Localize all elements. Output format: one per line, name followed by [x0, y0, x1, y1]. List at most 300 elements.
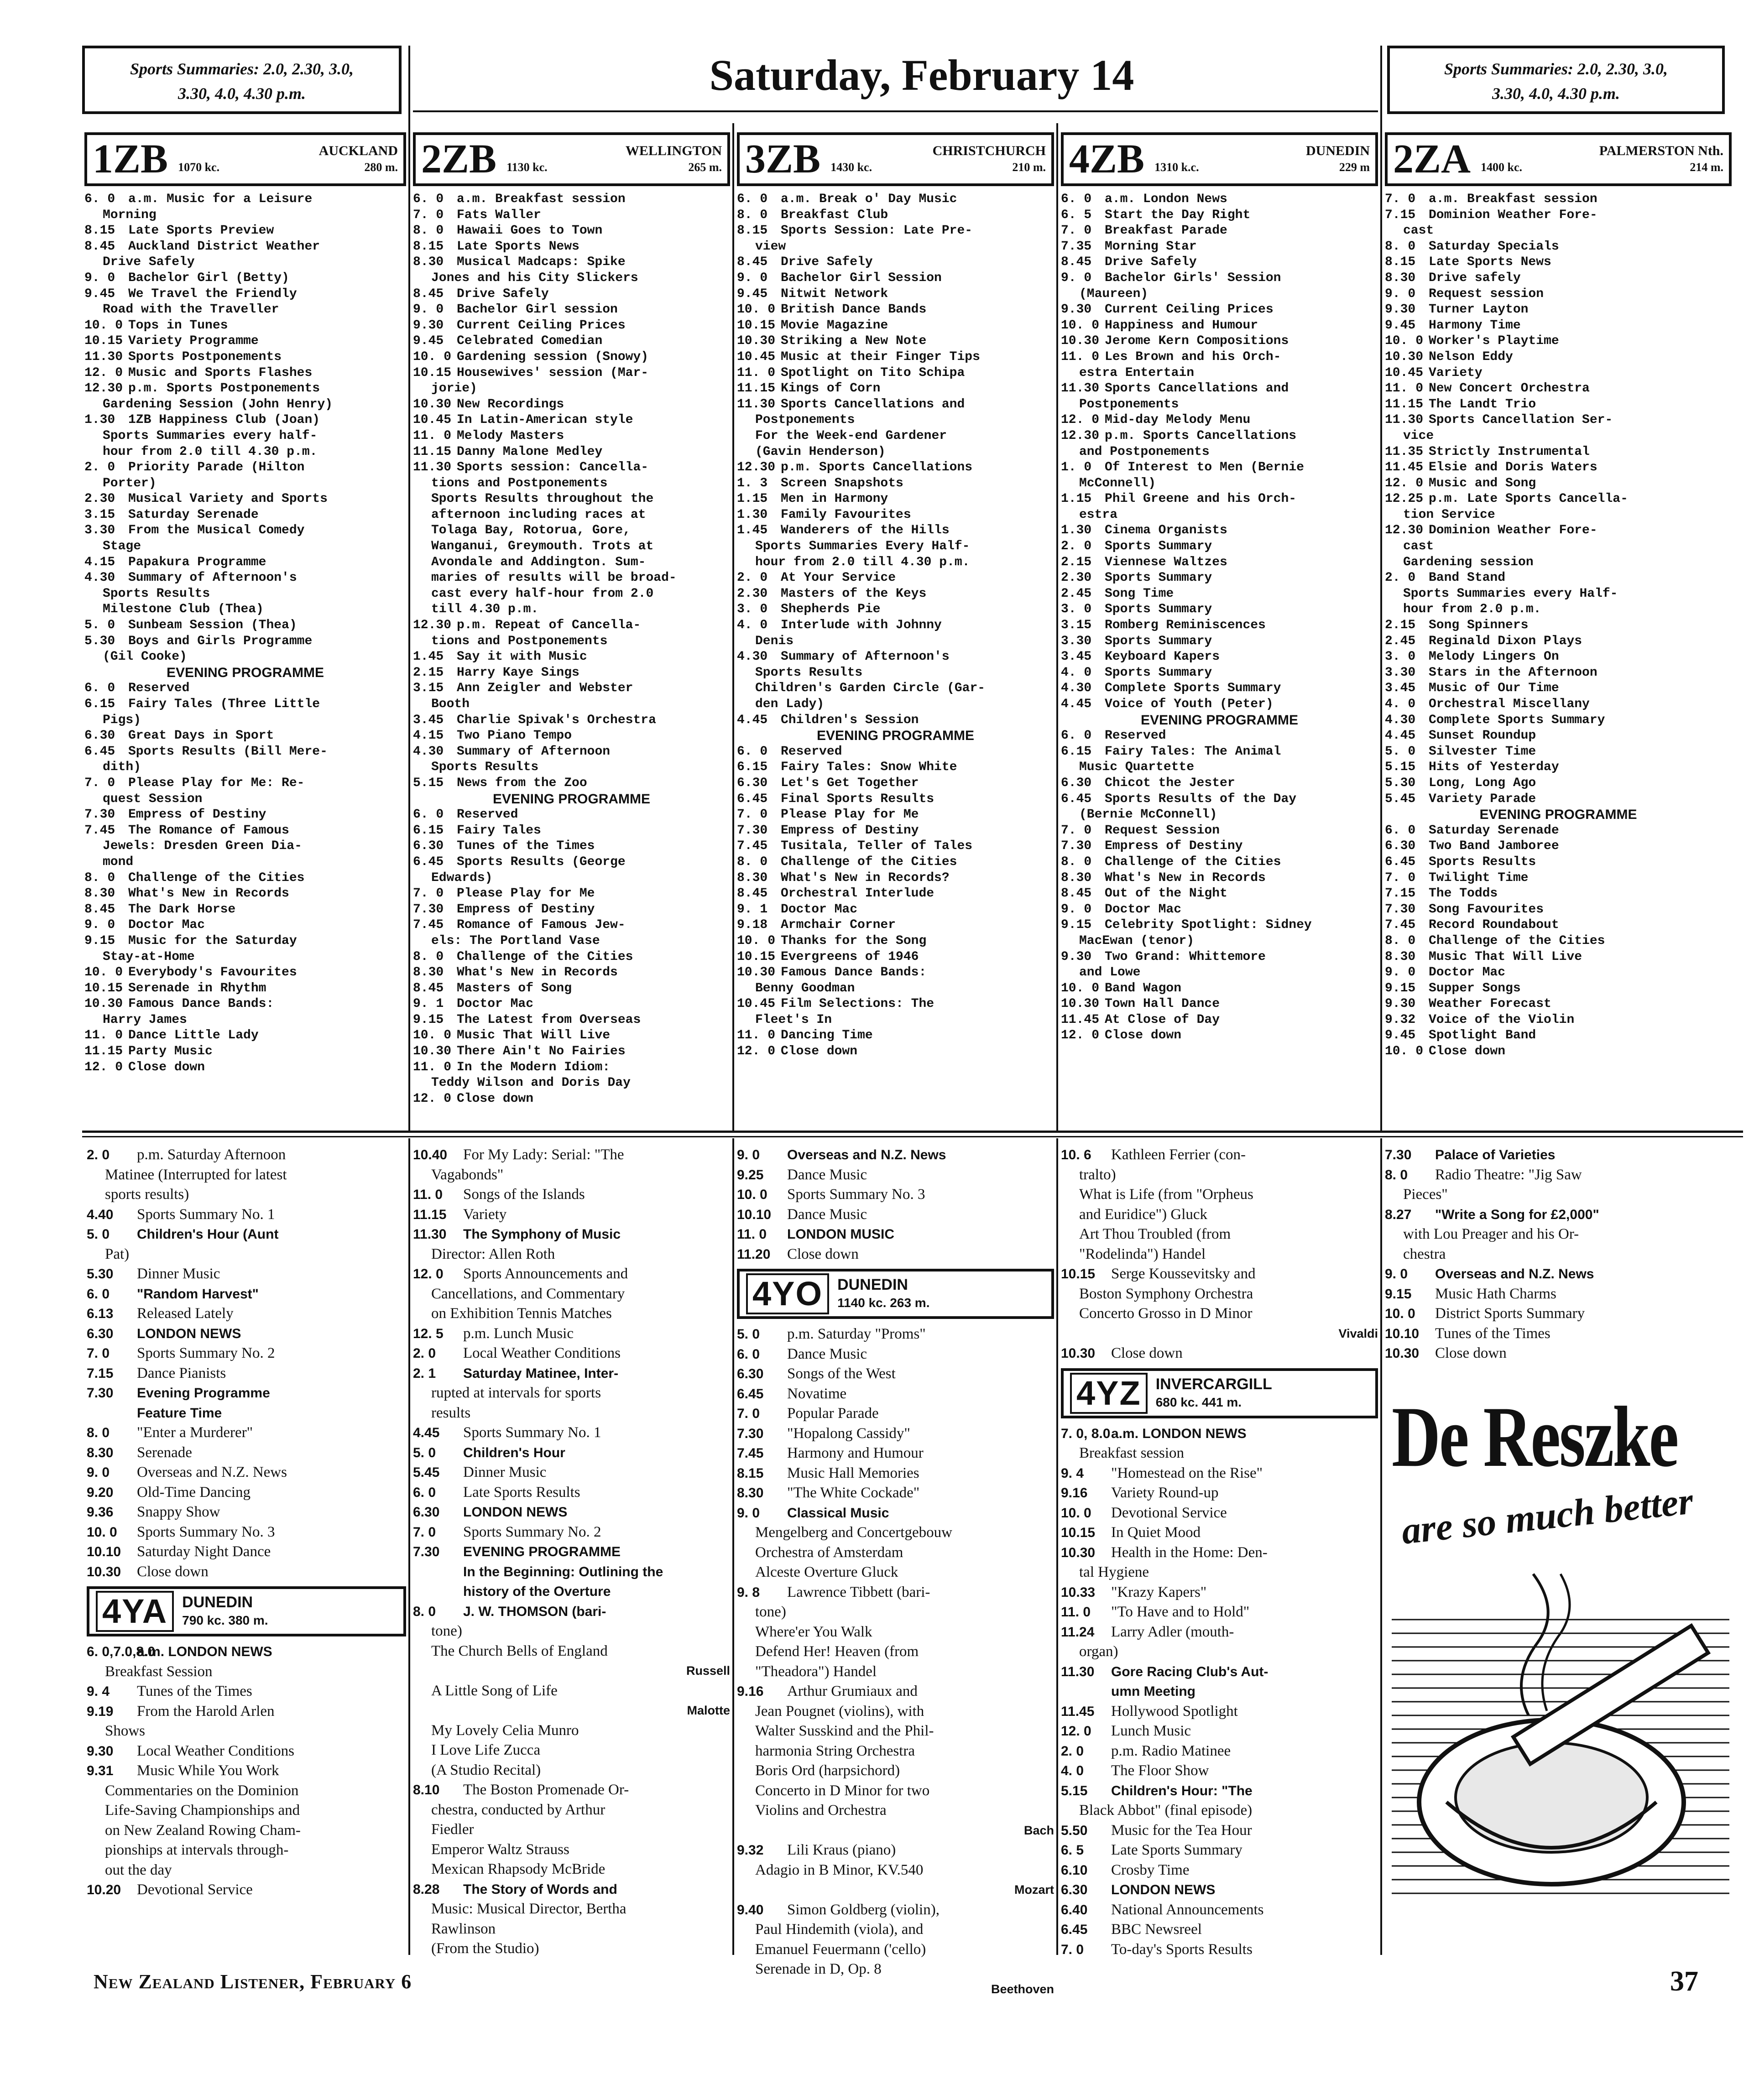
- programme-time: 8.30: [413, 965, 444, 980]
- programme-entry: [737, 1801, 1054, 1821]
- programme-time: 8. 0: [1385, 239, 1416, 254]
- programme-time: 10.30: [737, 965, 776, 980]
- programme-entry: [84, 287, 406, 302]
- programme-time: 12. 0: [84, 365, 123, 380]
- programme-title: Reginald Dixon Plays: [1429, 634, 1582, 648]
- programme-title: Sports Summary No. 3: [787, 1186, 925, 1203]
- programme-time: 7.30: [1385, 902, 1416, 917]
- programme-title: Fiedler: [431, 1821, 474, 1838]
- programme-entry: [413, 302, 730, 318]
- programme-title: Wanganui, Greymouth. Trots at: [431, 539, 654, 554]
- programme-entry: [1385, 728, 1732, 744]
- programme-entry: [1061, 996, 1378, 1012]
- composer-credit: Vivaldi: [1338, 1326, 1378, 1340]
- programme-entry: [87, 1682, 406, 1702]
- programme-time: 11.15: [1385, 397, 1424, 412]
- programme-time: 8.45: [413, 981, 444, 995]
- programme-entry: [87, 1702, 406, 1722]
- programme-entry: [1061, 917, 1378, 933]
- programme-title: mond: [103, 855, 134, 869]
- programme-time: 2.15: [413, 665, 444, 680]
- programme-entry: [1385, 1284, 1732, 1304]
- programme-title: Complete Sports Summary: [1429, 713, 1605, 727]
- programme-entry: [413, 965, 730, 981]
- programme-title: Music Hath Charms: [1435, 1285, 1556, 1302]
- programme-time: 8.15: [84, 224, 115, 238]
- programme-title: Dominion Weather Fore-: [1429, 208, 1597, 222]
- programme-entry: [413, 1443, 730, 1463]
- programme-entry: [1385, 602, 1732, 618]
- programme-time: 4.30: [84, 571, 115, 585]
- programme-entry: [413, 491, 730, 507]
- programme-entry: [737, 1044, 1054, 1060]
- station-city: DUNEDIN: [1305, 143, 1370, 158]
- programme-title: Close down: [1105, 1028, 1182, 1043]
- programme-time: 9.16: [737, 1684, 764, 1699]
- programme-time: 11.20: [737, 1246, 771, 1262]
- programme-title: LONDON MUSIC: [787, 1227, 894, 1242]
- station-call-sign: 1ZB: [93, 136, 168, 182]
- programme-title: Complete Sports Summary: [1105, 681, 1281, 696]
- programme-title: Silvester Time: [1429, 744, 1536, 759]
- programme-time: 4.30: [413, 744, 444, 759]
- programme-entry: [1061, 807, 1378, 823]
- programme-title: with Lou Preager and his Or-: [1403, 1226, 1579, 1242]
- programme-title: Lili Kraus (piano): [787, 1842, 896, 1858]
- programme-title: Doctor Mac: [1105, 902, 1182, 917]
- programme-title: BBC Newsreel: [1111, 1921, 1202, 1938]
- programme-title: Sports Summaries every Half-: [1403, 586, 1618, 601]
- programme-time: 9. 8: [737, 1584, 760, 1600]
- programme-title: a.m. Music for a Leisure: [128, 192, 313, 206]
- programme-title: Dinner Music: [463, 1464, 547, 1480]
- programme-entry: [737, 239, 1054, 255]
- programme-entry: [413, 412, 730, 428]
- programme-entry: [84, 523, 406, 539]
- programme-entry: [413, 1621, 730, 1641]
- programme-title: Danny Malone Medley: [457, 444, 603, 459]
- programme-title: Lawrence Tibbett (bari-: [787, 1584, 930, 1600]
- programme-entry: [1385, 760, 1732, 776]
- page-number: 37: [1670, 1966, 1698, 1997]
- programme-entry: [87, 1761, 406, 1781]
- programme-entry: [1061, 1205, 1378, 1225]
- programme-entry: [1061, 839, 1378, 855]
- programme-entry: [737, 1165, 1054, 1185]
- programme-time: 11.30: [1061, 1664, 1095, 1679]
- programme-title: Music That Will Live: [1429, 949, 1582, 964]
- programme-time: 7.15: [1385, 208, 1416, 222]
- programme-entry: [413, 681, 730, 697]
- programme-time: 12. 0: [1385, 476, 1424, 490]
- programme-title: Close down: [128, 1060, 205, 1074]
- programme-time: 8.45: [737, 886, 768, 901]
- programme-entry: [1385, 397, 1732, 413]
- programme-entry: [84, 1060, 406, 1076]
- programme-time: 11.15: [413, 1207, 447, 1222]
- programme-title: The Church Bells of England: [431, 1642, 608, 1659]
- programme-time: 10.15: [84, 981, 123, 995]
- programme-time: 6.15: [1061, 744, 1092, 759]
- programme-title: The Latest from Overseas: [457, 1012, 641, 1027]
- programme-entry: [1385, 870, 1732, 886]
- programme-time: 11.30: [1061, 381, 1100, 396]
- programme-title: cast: [1403, 539, 1434, 554]
- programme-title: cast every half-hour from 2.0: [431, 586, 654, 601]
- programme-entry: [1385, 318, 1732, 334]
- programme-entry: [87, 1165, 406, 1185]
- programme-time: 5. 0: [1385, 744, 1416, 759]
- programme-entry: [1061, 1185, 1378, 1205]
- station-city: AUCKLAND: [318, 143, 398, 158]
- programme-title: Empress of Destiny: [781, 823, 919, 838]
- programme-title: tions and Postponements: [431, 476, 608, 490]
- programme-entry: [1061, 1642, 1378, 1662]
- de-reszke-advert: [1392, 1391, 1734, 1957]
- programme-entry: [413, 1012, 730, 1028]
- programme-title: (Bernie McConnell): [1079, 808, 1217, 822]
- programme-time: 10. 0: [413, 1028, 452, 1043]
- programme-time: 2. 0: [84, 460, 115, 475]
- programme-time: 7. 0: [413, 208, 444, 222]
- station-call-sign: 4YZ: [1070, 1373, 1148, 1414]
- programme-title: I Love Life Zucca: [431, 1742, 541, 1758]
- programme-title: Sports Results: [1429, 855, 1536, 869]
- programme-title: McConnell): [1079, 476, 1156, 490]
- programme-title: Songs of the Islands: [463, 1186, 585, 1203]
- programme-title: chestra, conducted by Arthur: [431, 1801, 606, 1818]
- programme-title: Jewels: Dresden Green Dia-: [103, 839, 302, 854]
- programme-title: Tunes of the Times: [1435, 1325, 1550, 1342]
- programme-time: 11. 0: [1385, 381, 1424, 396]
- programme-entry: [737, 1324, 1054, 1344]
- programme-entry: [1061, 1503, 1378, 1523]
- programme-title: Serge Koussevitsky and: [1111, 1266, 1256, 1282]
- programme-title: Radio Theatre: "Jig Saw: [1435, 1166, 1582, 1183]
- programme-entry: [737, 1384, 1054, 1404]
- composer-credit: Russell: [686, 1664, 730, 1678]
- programme-entry: [737, 1503, 1054, 1523]
- programme-entry: [84, 570, 406, 586]
- programme-title: Famous Dance Bands:: [781, 965, 927, 980]
- programme-entry: [1385, 491, 1732, 507]
- programme-entry: [1061, 192, 1378, 208]
- programme-entry: [1385, 792, 1732, 808]
- programme-title: Sports Summary No. 1: [463, 1424, 601, 1441]
- programme-entry: [1061, 681, 1378, 697]
- station-metres: 265 m.: [688, 161, 722, 174]
- programme-title: Emperor Waltz Strauss: [431, 1841, 569, 1858]
- programme-time: 6. 0: [413, 1485, 436, 1500]
- programme-title: Auckland District Weather: [128, 239, 320, 254]
- programme-entry: [1061, 381, 1378, 397]
- programme-entry: [84, 365, 406, 381]
- programme-title: Saturday Serenade: [128, 507, 259, 522]
- programme-entry: [737, 886, 1054, 902]
- programme-title: tal Hygiene: [1079, 1564, 1149, 1580]
- programme-title: tralto): [1079, 1166, 1116, 1183]
- programme-entry: [737, 1702, 1054, 1722]
- programme-time: 3.30: [84, 523, 115, 538]
- programme-time: 2. 0: [87, 1147, 110, 1162]
- programme-entry: [84, 965, 406, 981]
- programme-entry: [737, 1682, 1054, 1702]
- programme-title: Variety: [1429, 365, 1483, 380]
- programme-time: 3. 0: [1061, 602, 1092, 617]
- programme-entry: [1061, 302, 1378, 318]
- programme-title: From the Musical Comedy: [128, 523, 305, 538]
- programme-title: District Sports Summary: [1435, 1305, 1585, 1322]
- programme-title: At Your Service: [781, 571, 896, 585]
- programme-entry: [1061, 855, 1378, 870]
- programme-time: 10.30: [413, 397, 452, 412]
- programme-entry: [737, 902, 1054, 918]
- programme-title: Two Band Jamboree: [1429, 839, 1559, 854]
- programme-title: Sports Summary: [1105, 539, 1212, 554]
- programme-entry: [84, 681, 406, 697]
- programme-title: Saturday Serenade: [1429, 823, 1559, 838]
- programme-entry: [1061, 933, 1378, 949]
- programme-time: 10.15: [737, 949, 776, 964]
- programme-title: Harry Kaye Sings: [457, 665, 579, 680]
- programme-title: "Rodelinda") Handel: [1079, 1245, 1206, 1262]
- programme-time: 5.30: [84, 634, 115, 648]
- programme-entry: [1385, 1205, 1732, 1225]
- programme-title: Sports Cancellation Ser-: [1429, 413, 1613, 427]
- station-info: [830, 143, 1046, 176]
- programme-title: Music for the Saturday: [128, 933, 297, 948]
- programme-entry: [737, 349, 1054, 365]
- programme-time: 2.15: [1385, 618, 1416, 633]
- programme-title: Gore Racing Club's Aut-: [1111, 1664, 1269, 1679]
- programme-entry: [1385, 302, 1732, 318]
- programme-entry: [87, 1781, 406, 1801]
- programme-entry: [413, 713, 730, 729]
- programme-title: Road with the Traveller: [103, 302, 279, 317]
- programme-entry: [413, 1522, 730, 1542]
- programme-entry: [413, 1383, 730, 1403]
- programme-time: 12.30: [737, 460, 776, 475]
- programme-title: Harmony Time: [1429, 318, 1521, 333]
- programme-entry: [413, 1185, 730, 1205]
- programme-entry: [1061, 1245, 1378, 1265]
- programme-entry: [737, 823, 1054, 839]
- programme-title: Sports Announcements and: [463, 1266, 628, 1282]
- programme-time: 5.45: [1385, 792, 1416, 806]
- programme-entry: [1385, 223, 1732, 239]
- programme-time: 8.15: [413, 239, 444, 254]
- programme-title: Sports Summary: [1105, 571, 1212, 585]
- station-frequency: [506, 159, 722, 176]
- programme-title: p.m. Radio Matinee: [1111, 1742, 1231, 1759]
- programme-time: 1.45: [413, 650, 444, 664]
- programme-title: Song Spinners: [1429, 618, 1529, 633]
- programme-time: 10.30: [1061, 1545, 1096, 1560]
- programme-title: Classical Music: [787, 1505, 889, 1521]
- programme-entry: [1061, 1662, 1378, 1682]
- programme-time: 11. 0: [413, 1060, 452, 1074]
- programme-time: 7.30: [413, 1544, 440, 1559]
- programme-entry: [1061, 1443, 1378, 1464]
- programme-entry: [1385, 634, 1732, 650]
- programme-title: Harmony and Humour: [787, 1445, 924, 1461]
- programme-title: National Announcements: [1111, 1901, 1264, 1918]
- programme-entry: [84, 996, 406, 1012]
- programme-entry: [1385, 981, 1732, 997]
- programme-time: 10.45: [737, 997, 776, 1011]
- programme-time: 10.30: [84, 997, 123, 1011]
- station-call-sign: 3ZB: [745, 136, 821, 182]
- programme-entry: [737, 460, 1054, 476]
- programme-time: 1.15: [1061, 492, 1092, 506]
- programme-entry: [737, 1464, 1054, 1484]
- programme-entry: [737, 1563, 1054, 1583]
- programme-time: 9.19: [87, 1704, 114, 1719]
- programme-entry: [737, 981, 1054, 997]
- programme-entry: [737, 1583, 1054, 1603]
- programme-entry: [737, 302, 1054, 318]
- programme-entry: [84, 333, 406, 349]
- programme-time: 11. 0: [84, 1028, 123, 1043]
- programme-entry: [737, 1662, 1054, 1682]
- programme-entry: [1061, 1860, 1378, 1881]
- programme-title: Breakfast Club: [781, 208, 888, 222]
- programme-entry: [1061, 1145, 1378, 1165]
- programme-time: 6.45: [1061, 1922, 1088, 1937]
- programme-time: 10.30: [1061, 997, 1100, 1011]
- programme-time: 6.30: [84, 729, 115, 743]
- programme-time: 10.30: [413, 1044, 452, 1059]
- programme-time: 10. 0: [1061, 981, 1100, 995]
- programme-entry: [413, 1075, 730, 1091]
- programme-time: 9. 0: [84, 918, 115, 933]
- programme-title: Reserved: [781, 744, 842, 759]
- programme-time: 10.30: [1385, 349, 1424, 364]
- programme-title: "The White Cockade": [787, 1485, 920, 1501]
- programme-title: history of the Overture: [463, 1584, 611, 1599]
- programme-entry: [84, 902, 406, 918]
- programme-entry: [737, 1483, 1054, 1503]
- programme-entry: [87, 1423, 406, 1443]
- programme-time: 7.45: [1385, 918, 1416, 933]
- programme-time: 10.15: [737, 318, 776, 333]
- programme-entry: [1061, 271, 1378, 287]
- programme-time: 3.15: [1061, 618, 1092, 633]
- station-info: [182, 1593, 397, 1630]
- programme-entry: [413, 507, 730, 523]
- programme-entry: [1061, 428, 1378, 444]
- programme-time: 10. 0: [84, 965, 123, 980]
- programme-time: 10. 0: [1385, 1044, 1424, 1059]
- programme-time: 7.45: [413, 918, 444, 933]
- programme-time: 11.45: [1061, 1012, 1100, 1027]
- programme-entry: [87, 1403, 406, 1423]
- programme-title: Current Ceiling Prices: [457, 318, 626, 333]
- programme-entry: [87, 1562, 406, 1582]
- programme-time: 6.30: [737, 1366, 764, 1381]
- programme-title: Sports Session: Late Pre-: [781, 224, 973, 238]
- programme-title: Alceste Overture Gluck: [755, 1564, 898, 1580]
- programme-title: Challenge of the Cities: [1105, 855, 1281, 869]
- programme-title: Close down: [1435, 1345, 1507, 1361]
- programme-entry: [1061, 602, 1378, 618]
- programme-title: Close down: [137, 1563, 209, 1580]
- programme-entry: [87, 1383, 406, 1403]
- programme-title: Start the Day Right: [1105, 208, 1251, 222]
- programme-entry: [1385, 271, 1732, 287]
- programme-entry: [1385, 523, 1732, 539]
- programme-entry: [1061, 1523, 1378, 1543]
- programme-title: tions and Postponements: [431, 634, 608, 648]
- programme-time: 1.30: [737, 507, 768, 522]
- programme-time: 4.45: [1061, 697, 1092, 711]
- programme-title: Music of Our Time: [1429, 681, 1559, 696]
- programme-title: Orchestral Miscellany: [1429, 697, 1590, 711]
- programme-entry: [737, 1940, 1054, 1960]
- column-rule: [732, 123, 734, 1131]
- programme-time: 8.27: [1385, 1207, 1412, 1222]
- station-kc: 1400 kc.: [1481, 161, 1523, 174]
- programme-entry: [413, 1060, 730, 1076]
- station-info: [1481, 143, 1723, 176]
- station-column-2zb: [413, 132, 730, 1127]
- station-info: [178, 143, 398, 176]
- programme-title: 1ZB Happiness Club (Joan): [128, 413, 320, 427]
- programme-title: The Dark Horse: [128, 902, 236, 917]
- programme-title: Sports Results: [431, 760, 539, 775]
- programme-time: 6.15: [737, 760, 768, 775]
- programme-title: a.m. Break o' Day Music: [781, 192, 957, 206]
- programme-time: 10. 0: [737, 302, 776, 317]
- programme-time: 3.45: [413, 713, 444, 727]
- programme-title: Music and Song: [1429, 476, 1536, 490]
- programme-time: 11.35: [1385, 444, 1424, 459]
- programme-entry: [737, 1028, 1054, 1044]
- programme-time: 11. 0: [413, 428, 452, 443]
- programme-time: 8.15: [737, 1465, 764, 1481]
- programme-title: tone): [431, 1623, 462, 1639]
- programme-title: Stars in the Afternoon: [1429, 665, 1597, 680]
- programme-time: 8. 0: [413, 949, 444, 964]
- advert-slogan: are so much better: [1399, 1480, 1696, 1553]
- programme-entry: [1385, 476, 1732, 492]
- programme-time: 2. 0: [1061, 1743, 1084, 1759]
- programme-title: Sports Results: [755, 665, 863, 680]
- programme-time: 9. 0: [1385, 287, 1416, 301]
- programme-entry: [84, 1044, 406, 1060]
- lower-column-3: [737, 1145, 1054, 1996]
- station-frequency: [1481, 159, 1723, 176]
- programme-time: 11. 0: [737, 365, 776, 380]
- programme-title: on Exhibition Tennis Matches: [431, 1305, 612, 1322]
- programme-title: Boris Ord (harpsichord): [755, 1762, 900, 1779]
- programme-entry: [737, 412, 1054, 428]
- programme-title: Hits of Yesterday: [1429, 760, 1559, 775]
- programme-title: harmonia String Orchestra: [755, 1742, 915, 1759]
- programme-entry: [413, 1403, 730, 1423]
- programme-time: 3.15: [84, 507, 115, 522]
- programme-title: Dance Little Lady: [128, 1028, 259, 1043]
- programme-entry: [84, 634, 406, 650]
- column-rule: [732, 1138, 734, 1955]
- programme-entry: [413, 618, 730, 634]
- programme-entry: [737, 1185, 1054, 1205]
- programme-entry: [413, 1860, 730, 1880]
- programme-time: 8.30: [413, 255, 444, 270]
- programme-entry: [84, 870, 406, 886]
- programme-time: 5.15: [1385, 760, 1416, 775]
- programme-title: Drive Safely: [781, 255, 873, 270]
